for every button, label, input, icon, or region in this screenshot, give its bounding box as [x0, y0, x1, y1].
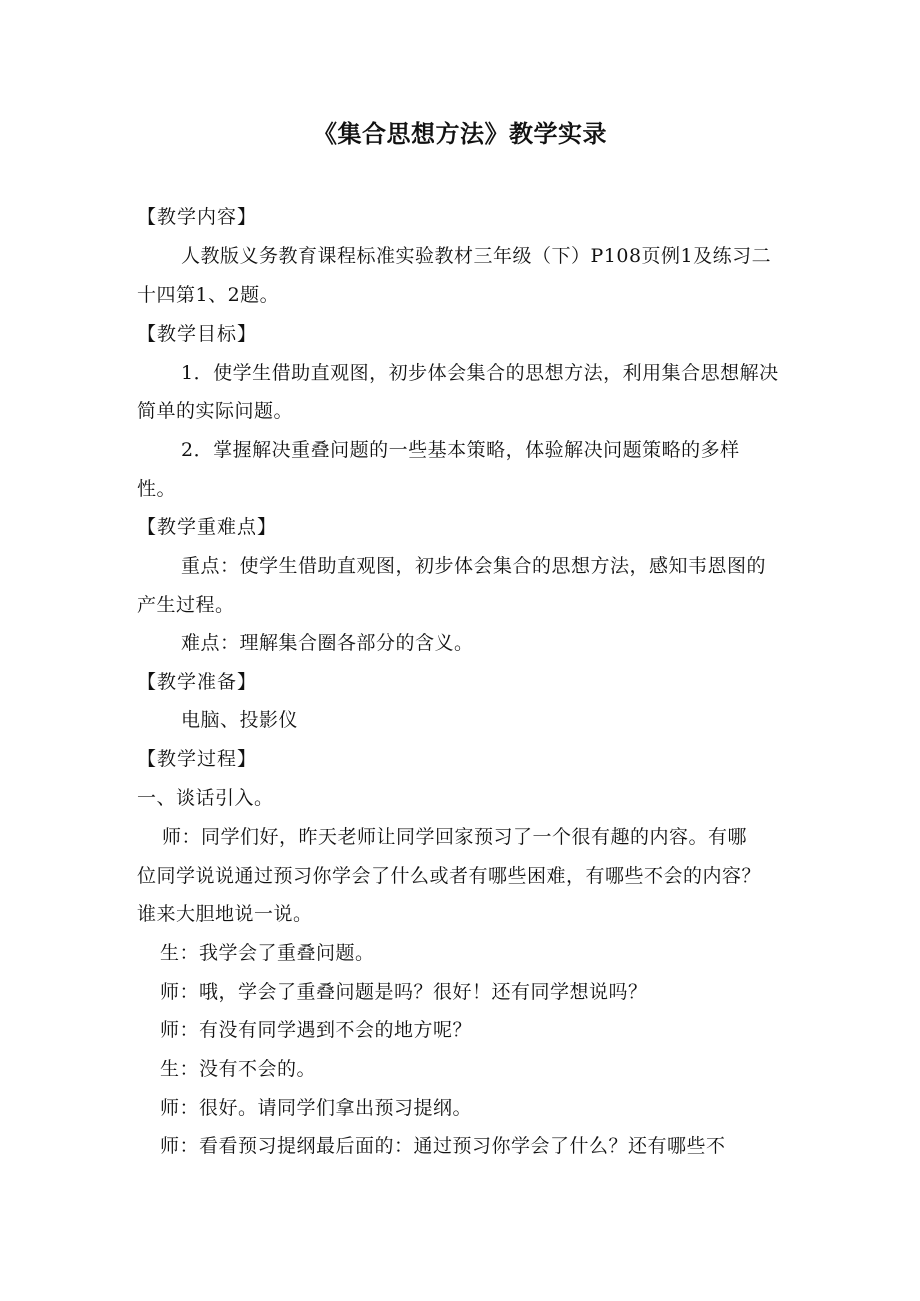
section-heading-content: 【教学内容】 [137, 206, 258, 228]
paragraph-line: 1．使学生借助直观图，初步体会集合的思想方法，利用集合思想解决 [181, 362, 779, 384]
dialogue-line: 谁来大胆地说一说。 [137, 903, 313, 925]
paragraph-line: 重点：使学生借助直观图，初步体会集合的思想方法，感知韦恩图的 [181, 555, 767, 577]
dialogue-line: 生：我学会了重叠问题。 [160, 942, 375, 964]
dialogue-line: 师：看看预习提纲最后面的：通过预习你学会了什么？还有哪些不 [160, 1135, 726, 1157]
section-heading-process: 【教学过程】 [137, 748, 258, 770]
dialogue-line: 师：有没有同学遇到不会的地方呢？ [160, 1019, 473, 1041]
dialogue-line: 师：很好。请同学们拿出预习提纲。 [160, 1097, 473, 1119]
paragraph-line: 人教版义务教育课程标准实验教材三年级（下）P108页例1及练习二 [181, 245, 772, 267]
section-heading-key-points: 【教学重难点】 [137, 516, 278, 538]
dialogue-line: 师：同学们好，昨天老师让同学回家预习了一个很有趣的内容。有哪 [162, 826, 748, 848]
paragraph-line: 2．掌握解决重叠问题的一些基本策略，体验解决问题策略的多样 [181, 439, 740, 461]
paragraph-line: 十四第1、2题。 [137, 284, 280, 306]
dialogue-line: 生：没有不会的。 [160, 1058, 317, 1080]
section-heading-preparation: 【教学准备】 [137, 671, 258, 693]
paragraph-line: 产生过程。 [137, 594, 235, 616]
dialogue-line: 师：哦，学会了重叠问题是吗？很好！还有同学想说吗？ [160, 981, 648, 1003]
paragraph-line: 性。 [137, 478, 177, 500]
subsection-heading: 一、谈话引入。 [137, 787, 274, 809]
section-heading-objectives: 【教学目标】 [137, 323, 258, 345]
paragraph-line: 简单的实际问题。 [137, 400, 294, 422]
document-title: 《集合思想方法》教学实录 [313, 120, 607, 148]
dialogue-line: 位同学说说通过预习你学会了什么或者有哪些困难，有哪些不会的内容？ [137, 865, 762, 887]
paragraph-line: 电脑、投影仪 [181, 709, 299, 731]
paragraph-line: 难点：理解集合圈各部分的含义。 [181, 632, 474, 654]
